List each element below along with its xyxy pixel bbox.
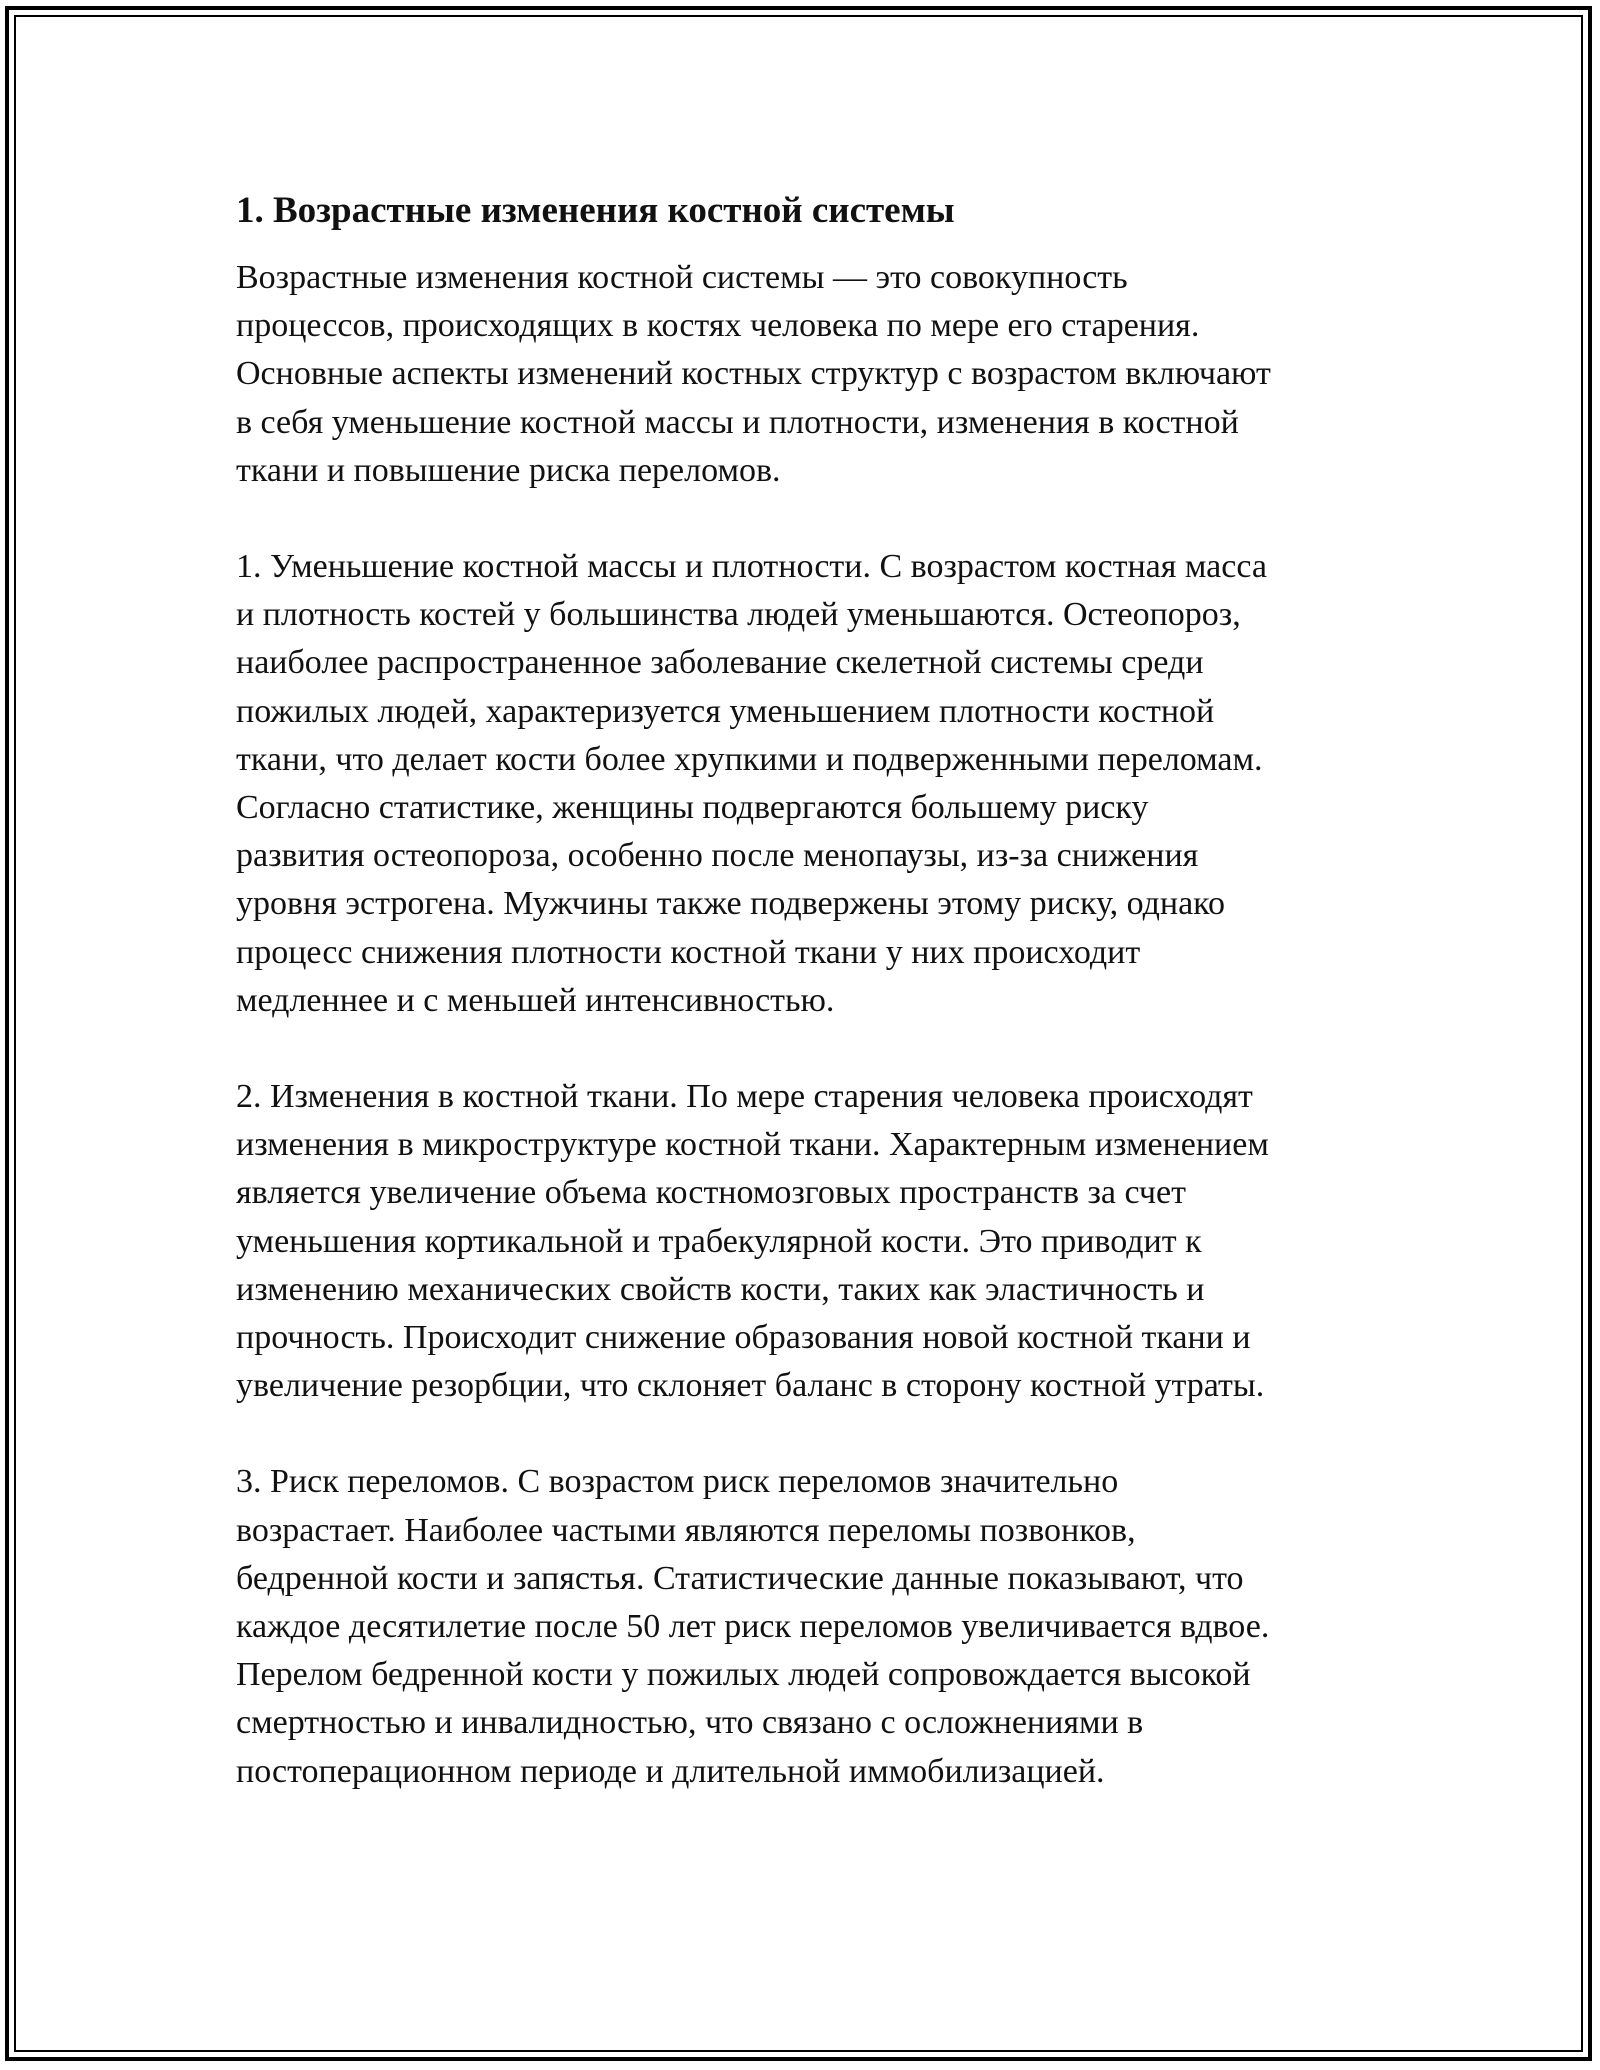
document-body xyxy=(236,185,1366,1796)
paragraph-bone-tissue: 2. Изменения в костной ткани. По мере старения человека происходят изменения в микроструктуре костной ткани. Характерным изменением является увеличение объема костномозговых пространств за счет уменьшения кортикальной и трабекулярной кости. Это приводит к изменению механических свойств кости, таких как эластичность и прочность. Происходит снижение образования новой костной ткани и увеличение резорбции, что склоняет баланс в сторону костной утраты. xyxy=(236,1078,1269,1405)
intro-paragraph: Возрастные изменения костной системы — это совокупность процессов, происходящих в костях человека по мере его старения. Основные аспекты изменений костных структур с возрастом включают в себя уменьшение костной массы и плотности, изменения в костной ткани и повышение риска переломов. xyxy=(236,259,1271,489)
document-title: 1. Возрастные изменения костной системы xyxy=(236,190,955,231)
paragraph-bone-mass: 1. Уменьшение костной массы и плотности. С возрастом костная масса и плотность костей у большинства людей уменьшаются. Остеопороз, наиболее распространенное заболевание скелетной системы среди пожилых людей, характеризуется уменьшением плотности костной ткани, что делает кости более хрупкими и подверженными переломам. Согласно статистике, женщины подвергаются большему риску развития остеопороза, особенно после менопаузы, из-за снижения уровня эстрогена. Мужчины также подвержены этому риску, однако процесс снижения плотности костной ткани у них происходит медленнее и с меньшей интенсивностью. xyxy=(236,548,1267,1019)
paragraph-fracture-risk: 3. Риск переломов. С возрастом риск переломов значительно возрастает. Наиболее частыми являются переломы позвонков, бедренной кости и запястья. Статистические данные показывают, что каждое десятилетие после 50 лет риск переломов увеличивается вдвое. Перелом бедренной кости у пожилых людей сопровождается высокой смертностью и инвалидностью, что связано с осложнениями в постоперационном периоде и длительной иммобилизацией. xyxy=(236,1463,1270,1790)
